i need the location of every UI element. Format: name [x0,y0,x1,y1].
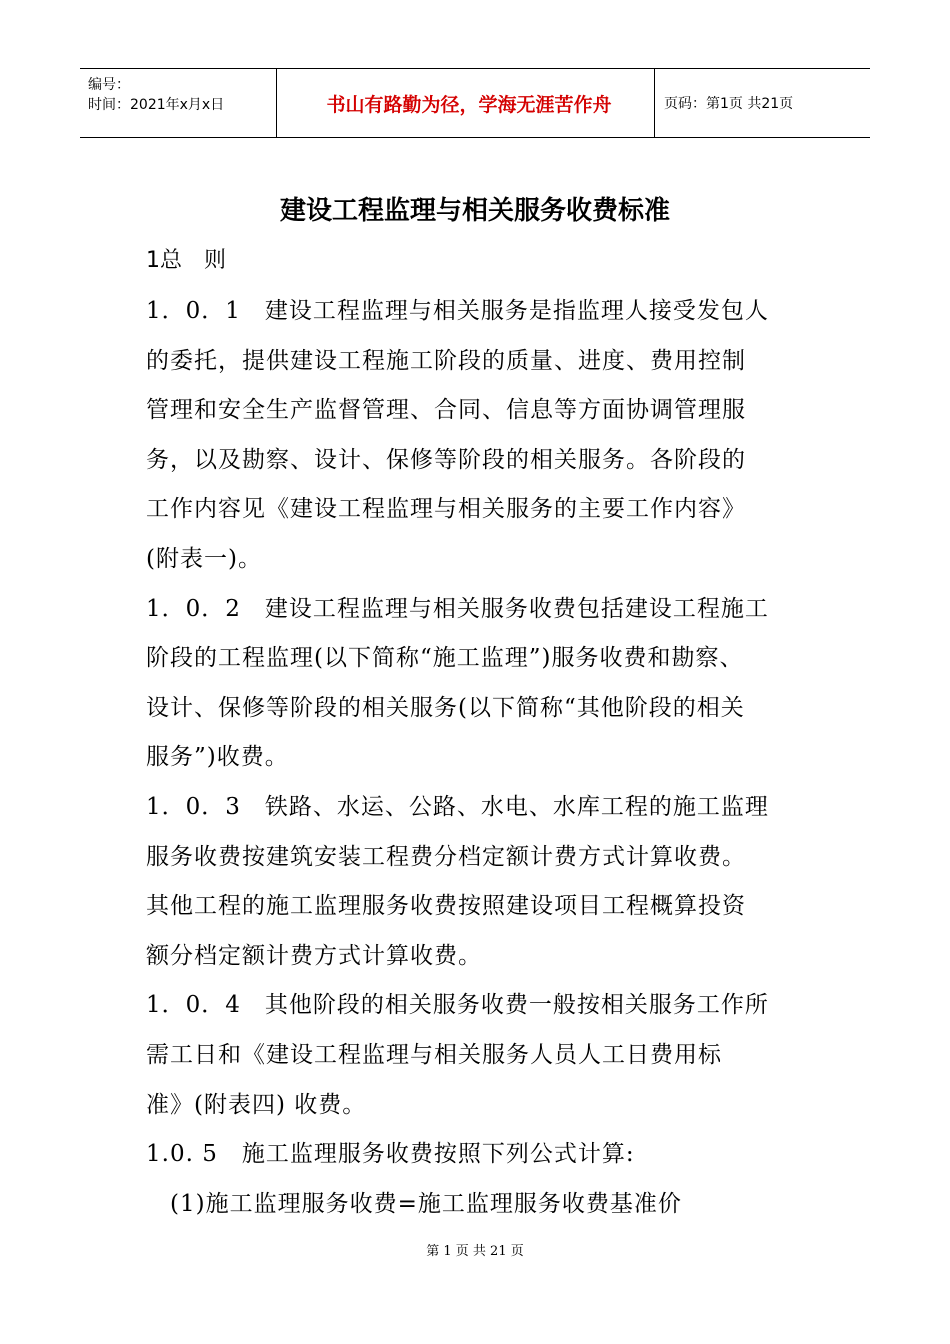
body-text-line: 工作内容见《建设工程监理与相关服务的主要工作内容》 [146,496,746,522]
body-text-line: 1．0．2 建设工程监理与相关服务收费包括建设工程施工 [146,596,769,622]
header-divider [276,69,277,137]
document-title: 建设工程监理与相关服务收费标准 [279,196,670,226]
body-text-line: 1．0．1 建设工程监理与相关服务是指监理人接受发包人 [146,298,769,324]
body-text-line: 1．0．3 铁路、水运、公路、水电、水库工程的施工监理 [146,794,769,820]
page-footer: 第 1 页 共 21 页 [426,1244,524,1259]
header-page-info: 页码：第1页 共21页 [664,96,794,112]
body-text-line: 额分档定额计费方式计算收费。 [146,943,482,969]
page-header [80,68,870,138]
body-text-line: 阶段的工程监理(以下简称“施工监理”)服务收费和勘察、 [146,645,744,671]
body-text-line: (附表一)。 [146,546,262,572]
header-meta [88,75,224,115]
body-text-line: 1.0. 5 施工监理服务收费按照下列公式计算: [146,1141,635,1167]
number-label: 编号： [88,77,130,93]
section-heading: 1总 则 [146,248,226,273]
time-label: 时间：2021年x月x日 [88,97,225,113]
header-motto: 书山有路勤为径，学海无涯苦作舟 [326,93,612,116]
body-text-line: 1．0．4 其他阶段的相关服务收费一般按相关服务工作所 [146,992,769,1018]
body-text-line: 设计、保修等阶段的相关服务(以下简称“其他阶段的相关 [146,695,745,721]
body-text-line: 服务”)收费。 [146,744,289,770]
body-text-line: 管理和安全生产监督管理、合同、信息等方面协调管理服 [146,397,746,423]
body-text-line: 其他工程的施工监理服务收费按照建设项目工程概算投资 [146,893,746,919]
header-divider [654,69,655,137]
body-text-line: 服务收费按建筑安装工程费分档定额计费方式计算收费。 [146,844,746,870]
body-text-line: 准》(附表四) 收费。 [146,1092,367,1118]
body-text-line: 需工日和《建设工程监理与相关服务人员人工日费用标 [146,1042,722,1068]
body-text-line: 务，以及勘察、设计、保修等阶段的相关服务。各阶段的 [146,447,746,473]
body-text-line: 的委托，提供建设工程施工阶段的质量、进度、费用控制 [146,348,746,374]
body-text-line: (1)施工监理服务收费=施工监理服务收费基准价 [146,1191,682,1217]
